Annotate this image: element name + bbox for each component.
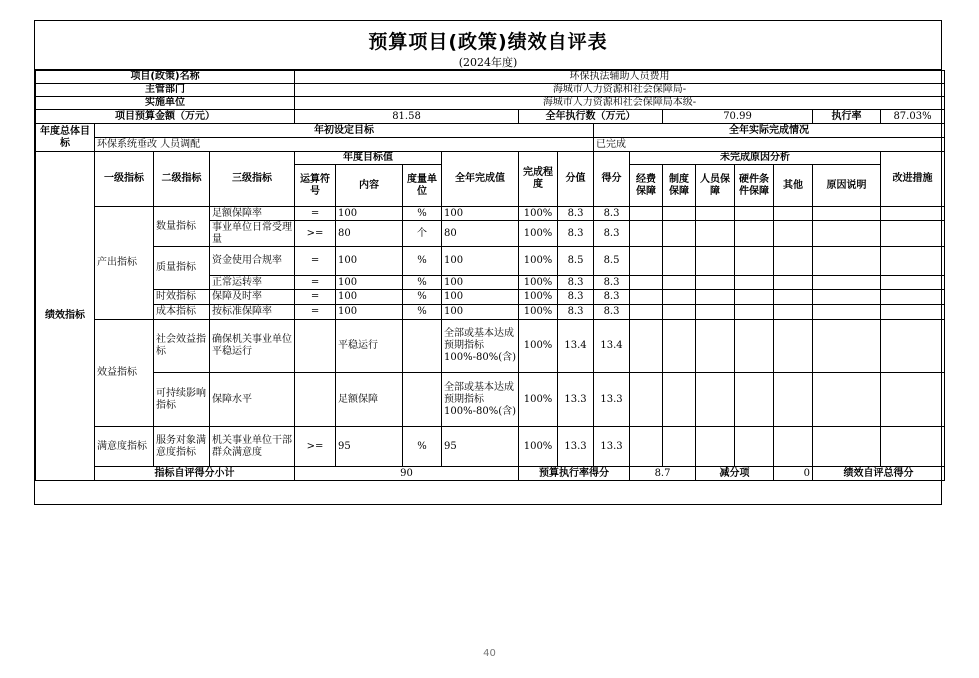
score-value-cell: 13.4: [558, 320, 594, 373]
degree-cell: 100%: [519, 207, 558, 221]
unit-cell: %: [403, 247, 442, 276]
value-cell: 全部或基本达成预期指标100%-80%(含): [442, 373, 519, 427]
lvl1-output: 产出指标: [95, 207, 154, 320]
score-cell: 13.3: [594, 373, 630, 427]
degree-cell: 100%: [519, 221, 558, 247]
op-cell: [295, 373, 336, 427]
total-label: 绩效自评总得分: [813, 467, 945, 481]
unit-label: 实施单位: [36, 97, 295, 110]
value-cell: 100: [442, 305, 519, 320]
perf-indicators-label: 绩效指标: [36, 152, 95, 481]
op-cell: =: [295, 276, 336, 290]
header-improve: 改进措施: [881, 152, 945, 207]
header-r4: 硬件条件保障: [735, 165, 774, 207]
content-cell: 95: [336, 427, 403, 467]
exec-value: 70.99: [663, 110, 813, 124]
degree-cell: 100%: [519, 373, 558, 427]
unit-cell: [403, 373, 442, 427]
value-cell: 95: [442, 427, 519, 467]
deduct-value: 0: [774, 467, 813, 481]
lvl3-cell: 正常运转率: [210, 276, 295, 290]
score-cell: 13.4: [594, 320, 630, 373]
header-score-value: 分值: [558, 152, 594, 207]
title-area: [35, 21, 941, 70]
header-op: 运算符号: [295, 165, 336, 207]
deduct-label: 减分项: [696, 467, 774, 481]
op-cell: =: [295, 207, 336, 221]
header-target: 年度目标值: [295, 152, 442, 165]
budget-value: 81.58: [295, 110, 519, 124]
lvl3-cell: 保障水平: [210, 373, 295, 427]
rate-score-label: 预算执行率得分: [519, 467, 630, 481]
lvl2-service-satisfaction: 服务对象满意度指标: [154, 427, 210, 467]
lvl3-cell: 按标准保障率: [210, 305, 295, 320]
score-value-cell: 13.3: [558, 373, 594, 427]
lvl3-cell: 事业单位日常受理量: [210, 221, 295, 247]
goal-set-label: 年初设定目标: [95, 124, 594, 138]
subtotal-value: 90: [295, 467, 519, 481]
degree-cell: 100%: [519, 276, 558, 290]
project-name: 环保执法辅助人员费用: [295, 71, 945, 84]
unit-value: 海城市人力资源和社会保障局本级-: [295, 97, 945, 110]
score-cell: 8.5: [594, 247, 630, 276]
content-cell: 足额保障: [336, 373, 403, 427]
value-cell: 100: [442, 247, 519, 276]
score-value-cell: 8.3: [558, 221, 594, 247]
page-subtitle: (2024年度): [458, 56, 518, 69]
lvl2-timeliness: 时效指标: [154, 290, 210, 305]
dept-label: 主管部门: [36, 84, 295, 97]
op-cell: =: [295, 247, 336, 276]
score-cell: 13.3: [594, 427, 630, 467]
lvl2-quantity: 数量指标: [154, 207, 210, 247]
op-cell: =: [295, 290, 336, 305]
header-lvl2: 二级指标: [154, 152, 210, 207]
header-reason: 未完成原因分析: [630, 152, 881, 165]
score-cell: 8.3: [594, 221, 630, 247]
lvl2-cost: 成本指标: [154, 305, 210, 320]
goal-set-value: 环保系统垂改 人员调配: [95, 138, 594, 152]
score-value-cell: 8.3: [558, 207, 594, 221]
score-value-cell: 13.3: [558, 427, 594, 467]
lvl3-cell: 机关事业单位干部群众满意度: [210, 427, 295, 467]
unit-cell: %: [403, 207, 442, 221]
op-cell: =: [295, 305, 336, 320]
dept-value: 海城市人力资源和社会保障局-: [295, 84, 945, 97]
lvl2-quality: 质量指标: [154, 247, 210, 290]
header-degree: 完成程度: [519, 152, 558, 207]
op-cell: >=: [295, 427, 336, 467]
goal-label: 年度总体目标: [36, 124, 95, 152]
score-value-cell: 8.3: [558, 276, 594, 290]
page-title: 预算项目(政策)绩效自评表: [368, 31, 608, 53]
content-cell: 100: [336, 305, 403, 320]
project-name-label: 项目(政策)名称: [36, 71, 295, 84]
degree-cell: 100%: [519, 290, 558, 305]
evaluation-table: [35, 70, 945, 481]
score-cell: 8.3: [594, 276, 630, 290]
content-cell: 100: [336, 207, 403, 221]
score-value-cell: 8.3: [558, 290, 594, 305]
content-cell: 100: [336, 290, 403, 305]
score-value-cell: 8.5: [558, 247, 594, 276]
unit-cell: %: [403, 427, 442, 467]
header-score: 得分: [594, 152, 630, 207]
degree-cell: 100%: [519, 305, 558, 320]
budget-label: 项目预算金额（万元）: [36, 110, 295, 124]
header-full-year: 全年完成值: [442, 152, 519, 207]
lvl3-cell: 保障及时率: [210, 290, 295, 305]
header-r2: 制度保障: [663, 165, 696, 207]
lvl3-cell: 足额保障率: [210, 207, 295, 221]
lvl1-satisfaction: 满意度指标: [95, 427, 154, 467]
lvl2-sustainable: 可持续影响指标: [154, 373, 210, 427]
score-cell: 8.3: [594, 290, 630, 305]
header-content: 内容: [336, 165, 403, 207]
header-lvl3: 三级指标: [210, 152, 295, 207]
subtotal-label: 指标自评得分小计: [95, 467, 295, 481]
degree-cell: 100%: [519, 320, 558, 373]
unit-cell: %: [403, 305, 442, 320]
degree-cell: 100%: [519, 427, 558, 467]
content-cell: 100: [336, 276, 403, 290]
unit-cell: 个: [403, 221, 442, 247]
op-cell: [295, 320, 336, 373]
goal-actual-label: 全年实际完成情况: [594, 124, 945, 138]
score-cell: 8.3: [594, 207, 630, 221]
header-r3: 人员保障: [696, 165, 735, 207]
content-cell: 80: [336, 221, 403, 247]
value-cell: 100: [442, 207, 519, 221]
rate-score-value: 8.7: [630, 467, 696, 481]
lvl2-social: 社会效益指标: [154, 320, 210, 373]
exec-label: 全年执行数（万元）: [519, 110, 663, 124]
page-number: 40: [483, 648, 496, 659]
lvl3-cell: 资金使用合规率: [210, 247, 295, 276]
lvl3-cell: 确保机关事业单位平稳运行: [210, 320, 295, 373]
goal-actual-value: 已完成: [594, 138, 945, 152]
content-cell: 平稳运行: [336, 320, 403, 373]
evaluation-form: [34, 20, 942, 505]
rate-label: 执行率: [813, 110, 881, 124]
header-lvl1: 一级指标: [95, 152, 154, 207]
score-cell: 8.3: [594, 305, 630, 320]
header-r6: 原因说明: [813, 165, 881, 207]
content-cell: 100: [336, 247, 403, 276]
rate-value: 87.03%: [881, 110, 945, 124]
value-cell: 全部或基本达成预期指标100%-80%(含): [442, 320, 519, 373]
lvl1-benefit: 效益指标: [95, 320, 154, 427]
value-cell: 100: [442, 290, 519, 305]
header-r1: 经费保障: [630, 165, 663, 207]
op-cell: >=: [295, 221, 336, 247]
degree-cell: 100%: [519, 247, 558, 276]
score-value-cell: 8.3: [558, 305, 594, 320]
header-r5: 其他: [774, 165, 813, 207]
unit-cell: [403, 320, 442, 373]
unit-cell: %: [403, 276, 442, 290]
value-cell: 100: [442, 276, 519, 290]
value-cell: 80: [442, 221, 519, 247]
unit-cell: %: [403, 290, 442, 305]
header-unit: 度量单位: [403, 165, 442, 207]
